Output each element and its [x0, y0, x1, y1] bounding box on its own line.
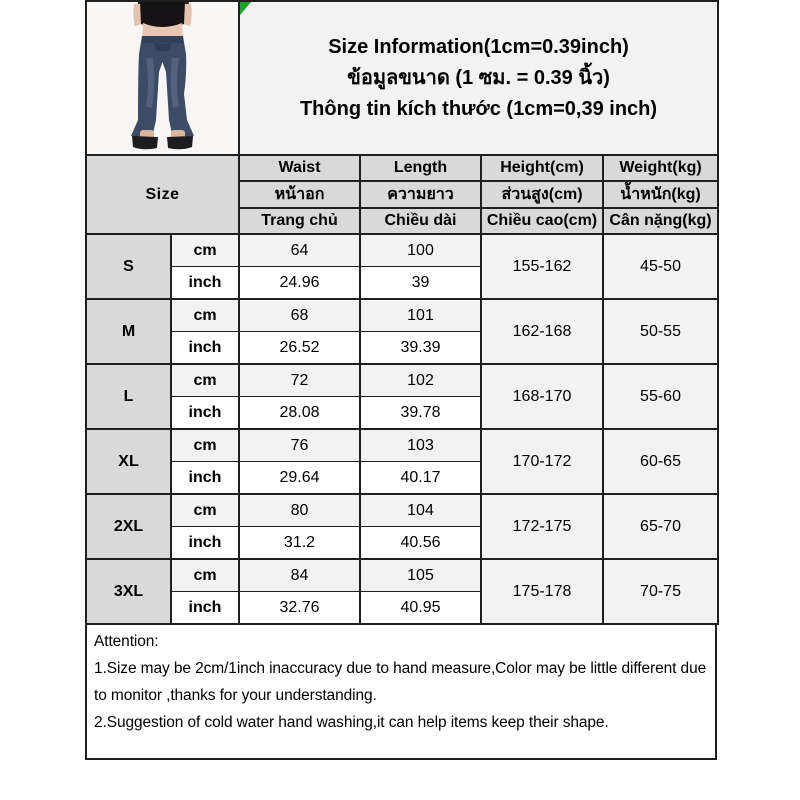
waist-cm-value: 84	[239, 559, 360, 592]
size-cell-2xl: 2XL	[86, 494, 171, 559]
unit-label-cm: cm	[171, 559, 239, 592]
col-header-weight-vi: Cân nặng(kg)	[603, 208, 718, 234]
length-cm-value: 105	[360, 559, 481, 592]
length-inch-value: 40.17	[360, 462, 481, 495]
size-row-xl-cm	[86, 429, 718, 462]
model-photo	[88, 2, 237, 154]
length-cm-value: 102	[360, 364, 481, 397]
waist-cm-value: 64	[239, 234, 360, 267]
unit-label-inch: inch	[171, 527, 239, 560]
height-range-value: 162-168	[481, 299, 603, 364]
size-cell-l: L	[86, 364, 171, 429]
weight-range-value: 70-75	[603, 559, 718, 624]
height-range-value: 168-170	[481, 364, 603, 429]
height-range-value: 170-172	[481, 429, 603, 494]
length-cm-value: 100	[360, 234, 481, 267]
waist-cm-value: 68	[239, 299, 360, 332]
size-header: Size	[86, 155, 239, 234]
length-inch-value: 39.78	[360, 397, 481, 430]
waist-cm-value: 76	[239, 429, 360, 462]
unit-label-cm: cm	[171, 234, 239, 267]
height-range-value: 172-175	[481, 494, 603, 559]
size-cell-3xl: 3XL	[86, 559, 171, 624]
col-header-height-en: Height(cm)	[481, 155, 603, 181]
waist-inch-value: 24.96	[239, 267, 360, 300]
weight-range-value: 45-50	[603, 234, 718, 299]
length-inch-value: 39	[360, 267, 481, 300]
waist-inch-value: 26.52	[239, 332, 360, 365]
unit-label-cm: cm	[171, 299, 239, 332]
size-row-2xl-cm	[86, 494, 718, 527]
waist-inch-value: 31.2	[239, 527, 360, 560]
title-english: Size Information(1cm=0.39inch)	[328, 35, 629, 58]
size-chart-sheet	[85, 0, 719, 760]
col-header-height-vi: Chiều cao(cm)	[481, 208, 603, 234]
col-header-weight-th: น้ำหนัก(kg)	[603, 181, 718, 208]
col-header-waist-vi: Trang chủ	[239, 208, 360, 234]
top-row	[86, 1, 718, 155]
unit-label-inch: inch	[171, 397, 239, 430]
unit-label-inch: inch	[171, 592, 239, 625]
unit-label-cm: cm	[171, 364, 239, 397]
height-range-value: 155-162	[481, 234, 603, 299]
size-table	[85, 0, 719, 625]
size-cell-xl: XL	[86, 429, 171, 494]
corner-flag-icon	[240, 2, 251, 15]
product-photo-cell	[86, 1, 239, 155]
header-row-english	[86, 155, 718, 181]
waist-cm-value: 80	[239, 494, 360, 527]
col-header-waist-en: Waist	[239, 155, 360, 181]
size-row-l-cm	[86, 364, 718, 397]
unit-label-cm: cm	[171, 429, 239, 462]
attention-note-2: 2.Suggestion of cold water hand washing,it can help items keep their shape.	[94, 714, 609, 731]
unit-label-cm: cm	[171, 494, 239, 527]
length-cm-value: 103	[360, 429, 481, 462]
unit-label-inch: inch	[171, 332, 239, 365]
height-range-value: 175-178	[481, 559, 603, 624]
length-inch-value: 39.39	[360, 332, 481, 365]
length-inch-value: 40.95	[360, 592, 481, 625]
jeans-waistband	[142, 36, 183, 43]
crop-top	[140, 2, 185, 28]
weight-range-value: 60-65	[603, 429, 718, 494]
waist-cm-value: 72	[239, 364, 360, 397]
shoe-right	[167, 136, 193, 149]
attention-note-1: 1.Size may be 2cm/1inch inaccuracy due to hand measure,Color may be little different due to monitor ,thanks for your understanding.	[94, 660, 707, 704]
unit-label-inch: inch	[171, 267, 239, 300]
size-row-3xl-cm	[86, 559, 718, 592]
waist-inch-value: 32.76	[239, 592, 360, 625]
col-header-height-th: ส่วนสูง(cm)	[481, 181, 603, 208]
size-row-m-cm	[86, 299, 718, 332]
length-cm-value: 101	[360, 299, 481, 332]
waist-inch-value: 29.64	[239, 462, 360, 495]
col-header-waist-th: หน้าอก	[239, 181, 360, 208]
weight-range-value: 50-55	[603, 299, 718, 364]
weight-range-value: 55-60	[603, 364, 718, 429]
length-inch-value: 40.56	[360, 527, 481, 560]
col-header-length-vi: Chiều dài	[360, 208, 481, 234]
size-row-s-cm	[86, 234, 718, 267]
waist-inch-value: 28.08	[239, 397, 360, 430]
size-cell-m: M	[86, 299, 171, 364]
attention-heading: Attention:	[94, 633, 159, 650]
attention-box	[85, 623, 717, 760]
title-thai: ข้อมูลขนาด (1 ซม. = 0.39 นิ้ว)	[347, 66, 610, 89]
shoe-left	[132, 136, 158, 149]
unit-label-inch: inch	[171, 462, 239, 495]
length-cm-value: 104	[360, 494, 481, 527]
weight-range-value: 65-70	[603, 494, 718, 559]
col-header-length-en: Length	[360, 155, 481, 181]
col-header-weight-en: Weight(kg)	[603, 155, 718, 181]
col-header-length-th: ความยาว	[360, 181, 481, 208]
title-vietnamese: Thông tin kích thước (1cm=0,39 inch)	[299, 97, 658, 120]
title-cell	[239, 1, 718, 155]
size-cell-s: S	[86, 234, 171, 299]
